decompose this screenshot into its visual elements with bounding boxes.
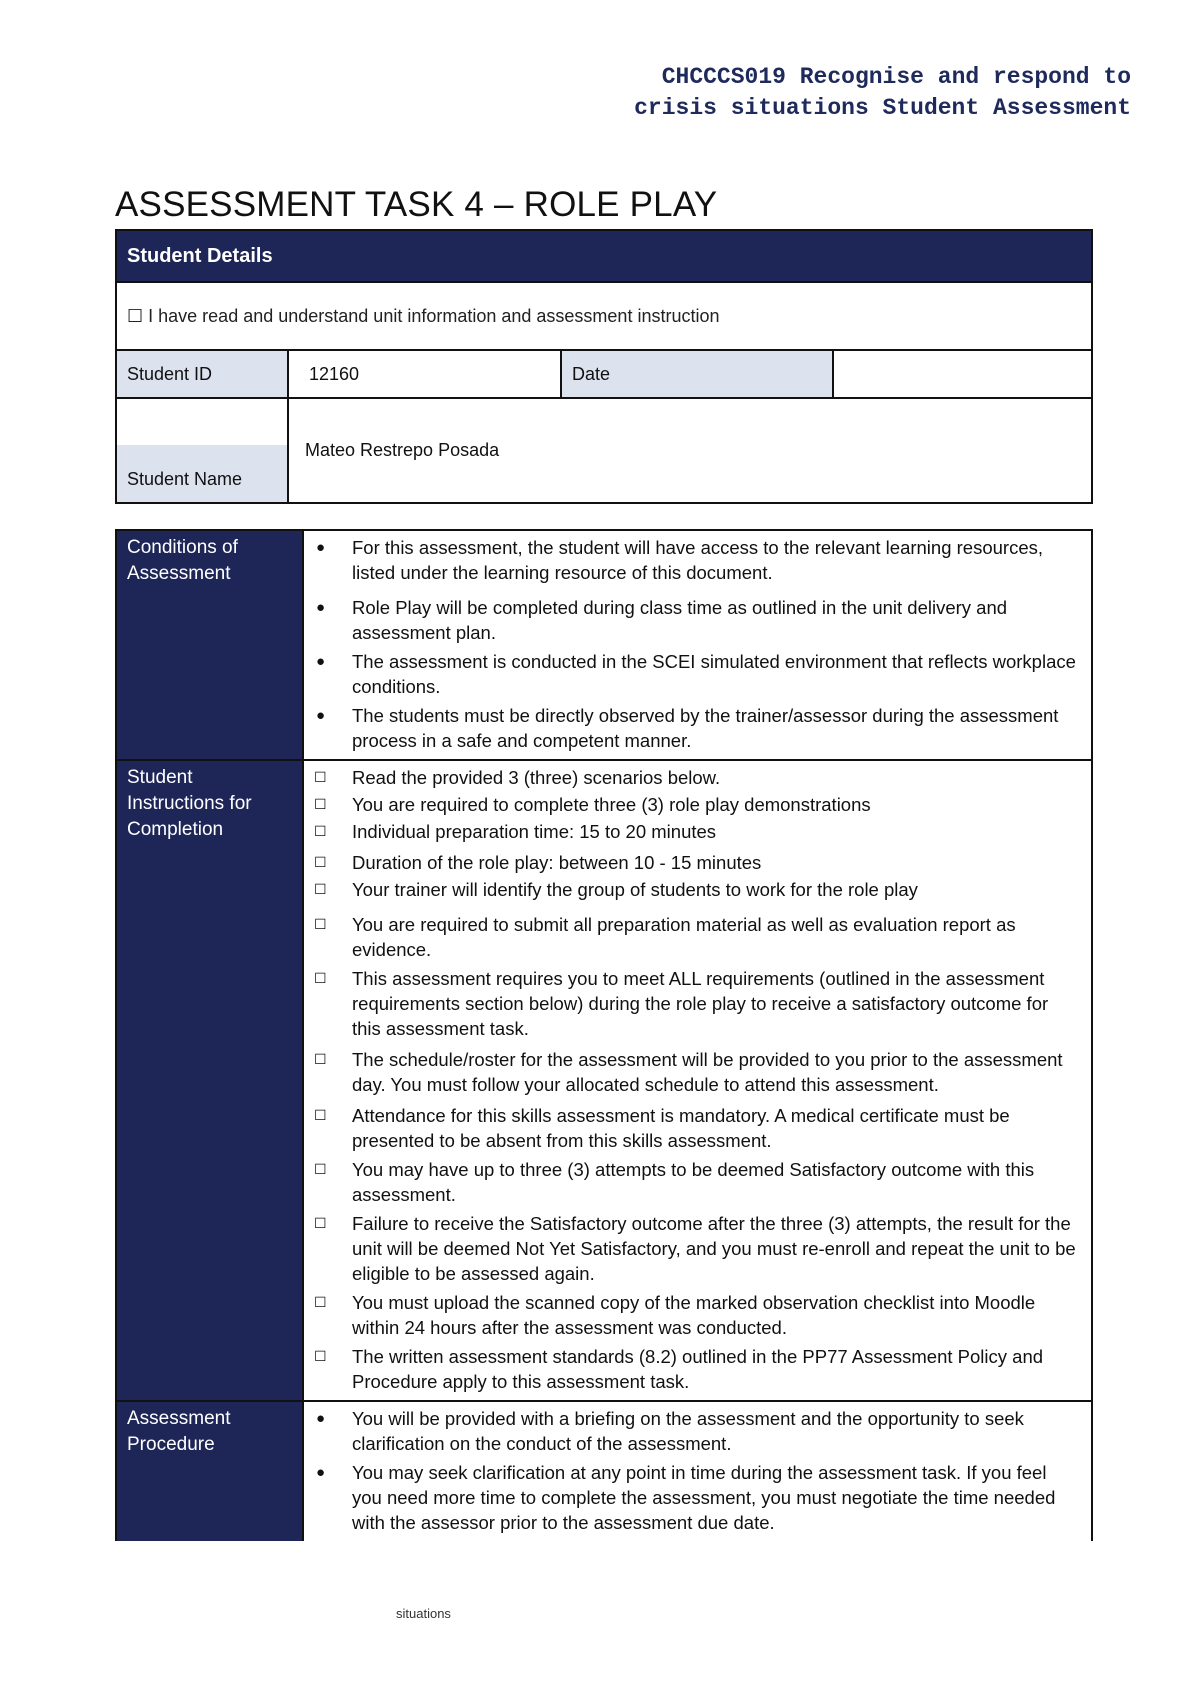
list-item [314,966,1079,1041]
list-item-text: You will be provided with a briefing on the assessment and the opportunity to seek clarification on the conduct of the assessment. [352,1408,1024,1454]
list-item [314,1047,1079,1097]
square-bullet-icon: ☐ [314,1161,327,1177]
bullet-icon: ● [316,1410,326,1427]
square-bullet-icon: ☐ [314,769,327,785]
list-item [314,535,1079,585]
square-bullet-icon: ☐ [314,796,327,812]
square-bullet-icon: ☐ [314,1051,327,1067]
square-bullet-icon: ☐ [314,970,327,986]
list-item [314,1211,1079,1286]
list-item-text: The schedule/roster for the assessment will be provided to you prior to the assessment day. You must follow your allocated schedule to attend this assessment. [352,1049,1063,1095]
list-item [314,819,1079,844]
square-bullet-icon: ☐ [314,881,327,897]
list-item-text: The written assessment standards (8.2) outlined in the PP77 Assessment Policy and Procedure apply to this assessment task. [352,1346,1044,1392]
date-field[interactable] [834,351,1091,397]
square-bullet-icon: ☐ [314,1107,327,1123]
assessment-conditions-table [115,529,1093,1541]
list-item [314,703,1079,753]
student-id-label: Student ID [117,351,289,397]
list-item-text: You are required to submit all preparation material as well as evaluation report as evidence. [352,914,1016,960]
conditions-list [304,531,1091,759]
list-item [314,1290,1079,1340]
list-item [314,765,1079,790]
student-name-field[interactable]: Mateo Restrepo Posada [305,440,500,460]
square-bullet-icon: ☐ [314,1294,327,1310]
list-item-text: Attendance for this skills assessment is mandatory. A medical certificate must be presented to be absent from this skills assessment. [352,1105,1010,1151]
list-item [314,877,1079,902]
instructions-row [117,761,1091,1402]
student-id-field[interactable]: 12160 [289,351,562,397]
instructions-label: Student Instructions for Completion [117,761,304,1400]
square-bullet-icon: ☐ [314,1215,327,1231]
document-header [431,62,1131,124]
list-item-text: Individual preparation time: 15 to 20 minutes [352,821,717,842]
list-item [314,850,1079,875]
list-item [314,1460,1079,1535]
list-item-text: The students must be directly observed by the trainer/assessor during the assessment process in a safe and competent manner. [352,705,1059,751]
page-footer: situations [396,1606,451,1621]
conditions-row [117,531,1091,761]
procedure-label: Assessment Procedure [117,1402,304,1541]
square-bullet-icon: ☐ [314,1348,327,1364]
list-item-text: Failure to receive the Satisfactory outcome after the three (3) attempts, the result for the unit will be deemed Not Yet Satisfactory, and you must re-enroll and repeat the unit to be eligible to be assessed again. [352,1213,1076,1284]
procedure-row [117,1402,1091,1541]
list-item [314,1157,1079,1207]
list-item-text: You are required to complete three (3) role play demonstrations [352,794,871,815]
student-name-row [117,399,1091,502]
list-item-text: You must upload the scanned copy of the marked observation checklist into Moodle within 24 hours after the assessment was conducted. [352,1292,1036,1338]
bullet-icon: ● [316,707,326,724]
bullet-icon: ● [316,653,326,670]
list-item-text: You may have up to three (3) attempts to be deemed Satisfactory outcome with this assessment. [352,1159,1035,1205]
list-item-text: Role Play will be completed during class time as outlined in the unit delivery and assessment plan. [352,597,1008,643]
list-item-text: This assessment requires you to meet ALL requirements (outlined in the assessment requirements section below) during the role play to receive a satisfactory outcome for this assessment task. [352,968,1049,1039]
list-item [314,595,1079,645]
student-id-row [117,351,1091,399]
bullet-icon: ● [316,599,326,616]
list-item-text: For this assessment, the student will have access to the relevant learning resources, listed under the learning resource of this document. [352,537,1044,583]
bullet-icon: ● [316,539,326,556]
list-item [314,912,1079,962]
date-label: Date [562,351,834,397]
list-item-text: Your trainer will identify the group of students to work for the role play [352,879,918,900]
list-item [314,649,1079,699]
header-line-1: CHCCCS019 Recognise and respond to [661,64,1131,90]
student-name-label-cell [117,399,289,502]
square-bullet-icon: ☐ [314,823,327,839]
student-details-table [115,229,1093,504]
instructions-list [304,761,1091,1400]
list-item-text: Read the provided 3 (three) scenarios below. [352,767,721,788]
page-title: ASSESSMENT TASK 4 – ROLE PLAY [115,185,718,224]
student-details-heading: Student Details [117,231,1091,283]
header-line-2: crisis situations Student Assessment [634,95,1131,121]
list-item-text: Duration of the role play: between 10 - 15 minutes [352,852,762,873]
declaration-checkbox[interactable]: ☐ I have read and understand unit information and assessment instruction [117,283,1091,351]
list-item [314,792,1079,817]
square-bullet-icon: ☐ [314,854,327,870]
conditions-label: Conditions of Assessment [117,531,304,759]
list-item-text: The assessment is conducted in the SCEI simulated environment that reflects workplace conditions. [352,651,1076,697]
list-item [314,1344,1079,1394]
student-name-label: Student Name [117,445,287,502]
list-item-text: You may seek clarification at any point in time during the assessment task. If you feel you need more time to complete the assessment, you must negotiate the time needed with the assessor prior to the assessment due date. [352,1462,1056,1533]
bullet-icon: ● [316,1464,326,1481]
list-item [314,1103,1079,1153]
square-bullet-icon: ☐ [314,916,327,932]
procedure-list [304,1402,1091,1541]
list-item [314,1406,1079,1456]
